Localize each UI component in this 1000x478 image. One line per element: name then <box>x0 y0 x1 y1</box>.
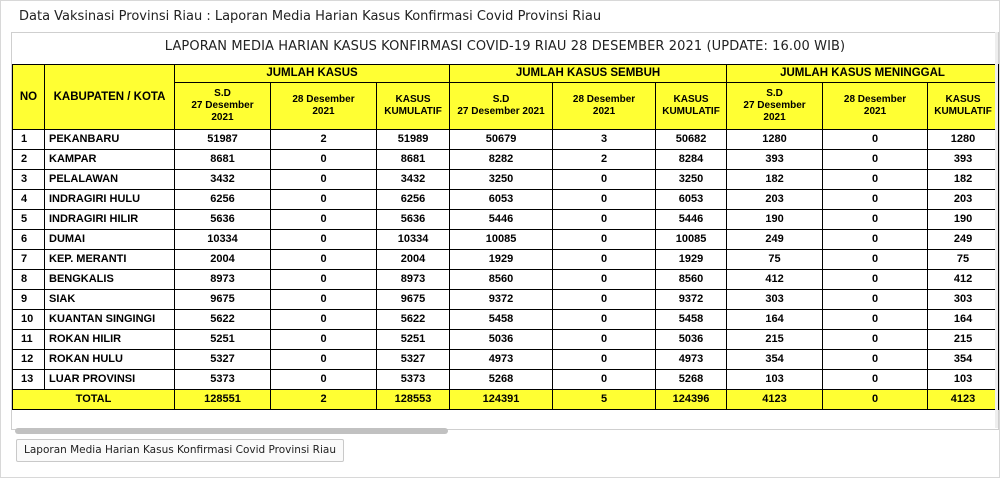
sub-header-kumulatif: KASUS KUMULATIF <box>377 83 450 130</box>
case-count: 5036 <box>450 330 553 350</box>
sub-header-kumulatif: KASUS KUMULATIF <box>656 83 727 130</box>
case-count: 8973 <box>175 270 271 290</box>
case-count: 5268 <box>450 370 553 390</box>
case-count: 0 <box>823 270 928 290</box>
table-row <box>13 130 999 150</box>
case-count: 203 <box>928 190 999 210</box>
case-count: 3432 <box>175 170 271 190</box>
case-count: 1929 <box>450 250 553 270</box>
case-count: 0 <box>271 230 377 250</box>
case-count: 103 <box>928 370 999 390</box>
case-count: 215 <box>727 330 823 350</box>
row-number: 1 <box>13 130 45 150</box>
case-count: 4973 <box>450 350 553 370</box>
table-row <box>13 190 999 210</box>
table-row <box>13 290 999 310</box>
region-name: KUANTAN SINGINGI <box>45 310 175 330</box>
sub-header-kumulatif: KASUS KUMULATIF <box>928 83 999 130</box>
group-header-jumlah-kasus: JUMLAH KASUS <box>175 65 450 83</box>
case-count: 103 <box>727 370 823 390</box>
case-count: 5268 <box>656 370 727 390</box>
case-count: 8282 <box>450 150 553 170</box>
case-count: 0 <box>823 350 928 370</box>
case-count: 412 <box>727 270 823 290</box>
case-count: 9372 <box>656 290 727 310</box>
table-row <box>13 270 999 290</box>
row-number: 12 <box>13 350 45 370</box>
case-count: 9675 <box>175 290 271 310</box>
case-count: 10334 <box>377 230 450 250</box>
row-number: 11 <box>13 330 45 350</box>
case-count: 10085 <box>656 230 727 250</box>
case-count: 5636 <box>377 210 450 230</box>
case-count: 0 <box>271 290 377 310</box>
case-count: 0 <box>823 230 928 250</box>
case-count: 2004 <box>377 250 450 270</box>
case-count: 249 <box>727 230 823 250</box>
case-count: 50682 <box>656 130 727 150</box>
group-header-kasus-sembuh: JUMLAH KASUS SEMBUH <box>450 65 727 83</box>
covid-case-table <box>12 64 999 410</box>
total-count: 128551 <box>175 390 271 410</box>
case-count: 0 <box>823 310 928 330</box>
case-count: 0 <box>553 370 656 390</box>
row-number: 7 <box>13 250 45 270</box>
case-count: 0 <box>553 230 656 250</box>
case-count: 2004 <box>175 250 271 270</box>
case-count: 190 <box>727 210 823 230</box>
region-name: ROKAN HILIR <box>45 330 175 350</box>
total-count: 5 <box>553 390 656 410</box>
case-count: 393 <box>727 150 823 170</box>
case-count: 190 <box>928 210 999 230</box>
row-number: 2 <box>13 150 45 170</box>
vertical-scrollbar[interactable] <box>995 32 998 428</box>
case-count: 5251 <box>377 330 450 350</box>
sub-header-sd: S.D 27 Desember 2021 <box>175 83 271 130</box>
row-number: 9 <box>13 290 45 310</box>
total-count: 128553 <box>377 390 450 410</box>
region-name: DUMAI <box>45 230 175 250</box>
total-count: 4123 <box>928 390 999 410</box>
case-count: 5458 <box>450 310 553 330</box>
case-count: 6256 <box>175 190 271 210</box>
case-count: 5373 <box>175 370 271 390</box>
case-count: 0 <box>271 310 377 330</box>
total-count: 2 <box>271 390 377 410</box>
table-row <box>13 150 999 170</box>
table-row <box>13 330 999 350</box>
case-count: 5373 <box>377 370 450 390</box>
case-count: 0 <box>823 290 928 310</box>
case-count: 0 <box>271 210 377 230</box>
case-count: 412 <box>928 270 999 290</box>
row-number: 3 <box>13 170 45 190</box>
case-count: 303 <box>727 290 823 310</box>
table-row <box>13 210 999 230</box>
case-count: 0 <box>823 130 928 150</box>
case-count: 6053 <box>450 190 553 210</box>
group-header-kasus-meninggal: JUMLAH KASUS MENINGGAL <box>727 65 999 83</box>
case-count: 75 <box>928 250 999 270</box>
region-name: BENGKALIS <box>45 270 175 290</box>
region-name: KEP. MERANTI <box>45 250 175 270</box>
case-count: 5036 <box>656 330 727 350</box>
region-name: SIAK <box>45 290 175 310</box>
case-count: 1280 <box>727 130 823 150</box>
case-count: 1280 <box>928 130 999 150</box>
case-count: 0 <box>271 150 377 170</box>
case-count: 0 <box>271 170 377 190</box>
case-count: 2 <box>553 150 656 170</box>
case-count: 75 <box>727 250 823 270</box>
row-number: 6 <box>13 230 45 250</box>
page-title: Data Vaksinasi Provinsi Riau : Laporan Media Harian Kasus Konfirmasi Covid Provinsi Riau <box>19 9 602 24</box>
table-row <box>13 250 999 270</box>
case-count: 6053 <box>656 190 727 210</box>
case-count: 5458 <box>656 310 727 330</box>
report-title: LAPORAN MEDIA HARIAN KASUS KONFIRMASI COVID-19 RIAU 28 DESEMBER 2021 (UPDATE: 16.00 WIB) <box>164 39 846 54</box>
case-count: 10085 <box>450 230 553 250</box>
case-count: 0 <box>553 310 656 330</box>
case-count: 182 <box>727 170 823 190</box>
case-count: 0 <box>271 250 377 270</box>
row-number: 4 <box>13 190 45 210</box>
case-count: 5446 <box>450 210 553 230</box>
case-count: 5446 <box>656 210 727 230</box>
sub-header-day: 28 Desember 2021 <box>553 83 656 130</box>
table-row <box>13 370 999 390</box>
case-count: 2 <box>271 130 377 150</box>
case-count: 0 <box>823 250 928 270</box>
case-count: 0 <box>553 350 656 370</box>
case-count: 0 <box>823 170 928 190</box>
case-count: 3432 <box>377 170 450 190</box>
case-count: 354 <box>727 350 823 370</box>
case-count: 3250 <box>450 170 553 190</box>
case-count: 8973 <box>377 270 450 290</box>
case-count: 8284 <box>656 150 727 170</box>
region-name: ROKAN HULU <box>45 350 175 370</box>
embedded-sheet <box>11 32 999 430</box>
sub-header-sd: S.D 27 Desember 2021 <box>450 83 553 130</box>
case-count: 393 <box>928 150 999 170</box>
region-name: INDRAGIRI HILIR <box>45 210 175 230</box>
row-number: 13 <box>13 370 45 390</box>
case-count: 5327 <box>175 350 271 370</box>
case-count: 51987 <box>175 130 271 150</box>
row-number: 10 <box>13 310 45 330</box>
case-count: 0 <box>553 250 656 270</box>
case-count: 5251 <box>175 330 271 350</box>
case-count: 8681 <box>175 150 271 170</box>
case-count: 51989 <box>377 130 450 150</box>
col-header-kabupaten: KABUPATEN / KOTA <box>45 65 175 130</box>
case-count: 0 <box>823 330 928 350</box>
sheet-tab[interactable]: Laporan Media Harian Kasus Konfirmasi Covid Provinsi Riau <box>16 439 344 462</box>
case-count: 3250 <box>656 170 727 190</box>
total-label: TOTAL <box>13 390 175 410</box>
case-count: 0 <box>271 350 377 370</box>
total-row <box>13 390 999 410</box>
case-count: 6256 <box>377 190 450 210</box>
case-count: 4973 <box>656 350 727 370</box>
table-row <box>13 310 999 330</box>
total-count: 0 <box>823 390 928 410</box>
case-count: 249 <box>928 230 999 250</box>
case-count: 0 <box>553 290 656 310</box>
case-count: 8560 <box>656 270 727 290</box>
region-name: PEKANBARU <box>45 130 175 150</box>
case-count: 0 <box>271 190 377 210</box>
case-count: 8681 <box>377 150 450 170</box>
row-number: 8 <box>13 270 45 290</box>
case-count: 1929 <box>656 250 727 270</box>
row-number: 5 <box>13 210 45 230</box>
horizontal-scrollbar[interactable] <box>15 428 448 434</box>
table-row <box>13 170 999 190</box>
case-count: 3 <box>553 130 656 150</box>
case-count: 203 <box>727 190 823 210</box>
case-count: 10334 <box>175 230 271 250</box>
case-count: 215 <box>928 330 999 350</box>
case-count: 182 <box>928 170 999 190</box>
table-row <box>13 230 999 250</box>
case-count: 5622 <box>175 310 271 330</box>
case-count: 0 <box>823 150 928 170</box>
sub-header-day: 28 Desember 2021 <box>271 83 377 130</box>
case-count: 164 <box>928 310 999 330</box>
sub-header-sd: S.D 27 Desember 2021 <box>727 83 823 130</box>
case-count: 9675 <box>377 290 450 310</box>
case-count: 5636 <box>175 210 271 230</box>
region-name: KAMPAR <box>45 150 175 170</box>
case-count: 354 <box>928 350 999 370</box>
case-count: 0 <box>553 210 656 230</box>
case-count: 0 <box>553 190 656 210</box>
case-count: 164 <box>727 310 823 330</box>
table-row <box>13 350 999 370</box>
case-count: 303 <box>928 290 999 310</box>
case-count: 9372 <box>450 290 553 310</box>
region-name: INDRAGIRI HULU <box>45 190 175 210</box>
case-count: 0 <box>823 370 928 390</box>
case-count: 0 <box>823 210 928 230</box>
region-name: PELALAWAN <box>45 170 175 190</box>
col-header-no: NO <box>13 65 45 130</box>
case-count: 5622 <box>377 310 450 330</box>
case-count: 0 <box>271 330 377 350</box>
case-count: 0 <box>271 270 377 290</box>
sub-header-day: 28 Desember 2021 <box>823 83 928 130</box>
total-count: 124391 <box>450 390 553 410</box>
total-count: 124396 <box>656 390 727 410</box>
case-count: 0 <box>553 270 656 290</box>
case-count: 8560 <box>450 270 553 290</box>
region-name: LUAR PROVINSI <box>45 370 175 390</box>
case-count: 5327 <box>377 350 450 370</box>
case-count: 0 <box>553 170 656 190</box>
case-count: 50679 <box>450 130 553 150</box>
case-count: 0 <box>823 190 928 210</box>
case-count: 0 <box>553 330 656 350</box>
total-count: 4123 <box>727 390 823 410</box>
case-count: 0 <box>271 370 377 390</box>
